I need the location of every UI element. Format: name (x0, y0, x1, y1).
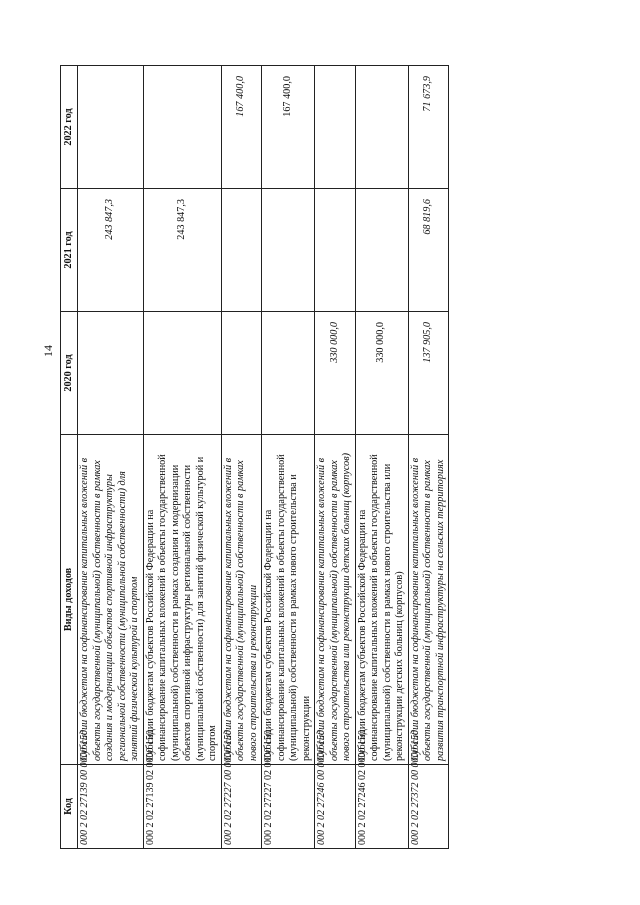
document-page (60, 66, 586, 849)
cell-code: 000 2 02 27227 00 0000 150 (221, 765, 262, 849)
table-row (78, 66, 144, 849)
table-row (408, 66, 449, 849)
col-header-kind: Виды доходов (61, 435, 78, 765)
cell-2021 (355, 189, 408, 312)
cell-code: 000 2 02 27139 00 0000 150 (78, 765, 144, 849)
page-number: 14 (40, 345, 55, 357)
cell-2022 (315, 66, 356, 189)
col-header-2022: 2022 год (61, 66, 78, 189)
col-header-2021: 2021 год (61, 189, 78, 312)
table-row (221, 66, 262, 849)
cell-kind: Субсидии бюджетам на софинансирование капитальных вложений в объекты государственной (муниципальной) собственности в рамках нового строительства и реконструкции (221, 435, 262, 765)
cell-2020 (78, 312, 144, 435)
table-row (315, 66, 356, 849)
cell-2020: 137 905,0 (408, 312, 449, 435)
cell-2020 (221, 312, 262, 435)
cell-2020: 330 000,0 (315, 312, 356, 435)
cell-2021 (315, 189, 356, 312)
cell-2021: 243 847,3 (78, 189, 144, 312)
cell-kind: Субсидии бюджетам на софинансирование капитальных вложений в объекты государственной (муниципальной) собственности в рамках развития транспортной инфраструктуры на сельских территориях (408, 435, 449, 765)
cell-2022: 167 400,0 (262, 66, 315, 189)
cell-2021: 68 819,6 (408, 189, 449, 312)
table-row (262, 66, 315, 849)
cell-2020 (262, 312, 315, 435)
cell-kind: Субсидии бюджетам субъектов Российской Федерации на софинансирование капитальных вложений в объекты государственной (муниципальной) собственности в рамках нового строительства или реконструкции детских больниц (корпусов) (355, 435, 408, 765)
cell-2020: 330 000,0 (355, 312, 408, 435)
cell-2021 (221, 189, 262, 312)
table-row (355, 66, 408, 849)
cell-2021: 243 847,3 (143, 189, 221, 312)
col-header-2020: 2020 год (61, 312, 78, 435)
revenue-table (60, 65, 449, 849)
cell-2022: 167 400,0 (221, 66, 262, 189)
cell-code: 000 2 02 27227 02 0000 150 (262, 765, 315, 849)
col-header-code: Код (61, 765, 78, 849)
cell-2021 (262, 189, 315, 312)
cell-2022 (355, 66, 408, 189)
cell-code: 000 2 02 27372 00 0000 150 (408, 765, 449, 849)
header-row (61, 66, 78, 849)
cell-2022: 71 673,9 (408, 66, 449, 189)
cell-2020 (143, 312, 221, 435)
cell-kind: Субсидии бюджетам на софинансирование капитальных вложений в объекты государственной (муниципальной) собственности в рамках создания и модернизации объектов спортивной инфраструктуры региональной собственности (муниципальной собственности) для занятий физической культурой и спортом (78, 435, 144, 765)
cell-2022 (143, 66, 221, 189)
cell-2022 (78, 66, 144, 189)
cell-code: 000 2 02 27246 02 0000 150 (355, 765, 408, 849)
cell-kind: Субсидии бюджетам субъектов Российской Федерации на софинансирование капитальных вложений в объекты государственной (муниципальной) собственности в рамках нового строительства и реконструкции (262, 435, 315, 765)
cell-kind: Субсидии бюджетам на софинансирование капитальных вложений в объекты государственной (муниципальной) собственности в рамках нового строительства или реконструкции детских больниц (корпусов) (315, 435, 356, 765)
table-row (143, 66, 221, 849)
cell-code: 000 2 02 27246 00 0000 150 (315, 765, 356, 849)
cell-code: 000 2 02 27139 02 0000 150 (143, 765, 221, 849)
cell-kind: Субсидии бюджетам субъектов Российской Федерации на софинансирование капитальных вложений в объекты государственной (муниципальной) собственности в рамках создания и модернизации объектов спортивной инфраструктуры региональной собственности (муниципальной собственности) для занятий физической культурой и спортом (143, 435, 221, 765)
